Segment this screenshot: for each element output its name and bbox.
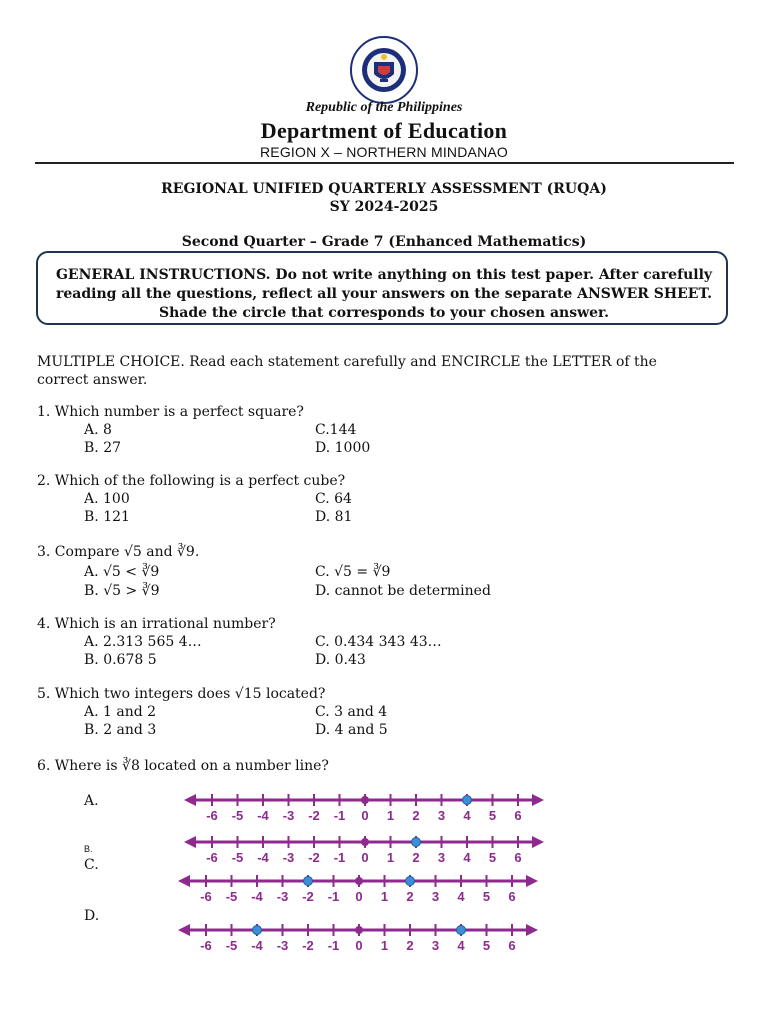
choice-b[interactable]: B. 27 <box>84 440 122 456</box>
tick-label: 4 <box>463 808 471 823</box>
choice-c[interactable]: C. √5 = ∛9 <box>315 564 391 580</box>
header-divider <box>35 162 734 164</box>
directions-line-1: MULTIPLE CHOICE. Read each statement carefully and ENCIRCLE the LETTER of the <box>37 354 657 370</box>
question-stem: 2. Which of the following is a perfect cube? <box>37 473 346 489</box>
tick-label: -6 <box>206 850 218 865</box>
plotted-point <box>457 926 466 935</box>
choice-c[interactable]: C. <box>84 857 99 873</box>
tick-label: -4 <box>257 850 269 865</box>
tick-label: 6 <box>508 938 516 953</box>
tick-label: 5 <box>482 889 491 904</box>
tick-label: 3 <box>437 850 446 865</box>
choice-b[interactable]: B. √5 > ∛9 <box>84 583 160 599</box>
plotted-point <box>253 926 262 935</box>
tick-label: -6 <box>200 889 212 904</box>
number-line-b[interactable] <box>182 830 548 866</box>
choice-d[interactable]: D. 4 and 5 <box>315 722 388 738</box>
origin-point <box>355 926 363 934</box>
tick-label: -2 <box>302 889 314 904</box>
tick-label: 4 <box>457 889 465 904</box>
choice-d[interactable]: D. 0.43 <box>315 652 366 668</box>
left-arrow <box>178 924 190 936</box>
tick-label: -4 <box>257 808 269 823</box>
tick-label: -3 <box>276 889 289 904</box>
right-arrow <box>526 875 538 887</box>
instructions-line-2: reading all the questions, reflect all your answers on the separate ANSWER SHEET. <box>56 286 712 302</box>
choice-c[interactable]: C. 64 <box>315 491 352 507</box>
school-year: SY 2024-2025 <box>329 199 439 215</box>
tick-label: -3 <box>282 850 295 865</box>
tick-label: -5 <box>225 889 238 904</box>
right-arrow <box>532 794 544 806</box>
tick-label: 1 <box>386 850 395 865</box>
choice-a[interactable]: A. 8 <box>84 422 112 438</box>
origin-point <box>361 838 369 846</box>
tick-label: 3 <box>431 889 440 904</box>
choice-a[interactable]: A. 2.313 565 4… <box>84 634 202 650</box>
left-arrow <box>178 875 190 887</box>
tick-label: -2 <box>308 808 320 823</box>
tick-label: 1 <box>380 889 389 904</box>
number-line-a[interactable] <box>182 788 548 824</box>
general-instructions <box>40 266 728 323</box>
tick-label: 5 <box>488 808 497 823</box>
tick-label: -3 <box>282 808 295 823</box>
choice-d[interactable]: D. <box>84 908 100 924</box>
republic-heading: Republic of the Philippines <box>305 100 463 115</box>
plotted-point <box>304 877 313 886</box>
tick-label: -5 <box>231 808 244 823</box>
tick-label: -1 <box>327 889 340 904</box>
choice-a[interactable]: A. 100 <box>84 491 130 507</box>
right-arrow <box>526 924 538 936</box>
tick-label: -6 <box>206 808 218 823</box>
tick-label: -5 <box>231 850 244 865</box>
tick-label: -1 <box>333 808 346 823</box>
choice-b[interactable]: B. 2 and 3 <box>84 722 157 738</box>
question-stem: 5. Which two integers does √15 located? <box>37 686 326 702</box>
plotted-point <box>463 796 472 805</box>
tick-label: 2 <box>412 850 420 865</box>
tick-label: 0 <box>355 889 363 904</box>
department-heading: Department of Education <box>260 118 508 143</box>
tick-label: 0 <box>361 808 369 823</box>
tick-label: -5 <box>225 938 238 953</box>
choice-b[interactable]: B. 121 <box>84 509 130 525</box>
plotted-point <box>406 877 415 886</box>
tick-label: 4 <box>463 850 471 865</box>
tick-label: 3 <box>431 938 440 953</box>
choice-d[interactable]: D. cannot be determined <box>315 583 491 599</box>
instructions-line-3: Shade the circle that corresponds to your chosen answer. <box>158 305 610 321</box>
region-heading: REGION X – NORTHERN MINDANAO <box>259 144 509 160</box>
choice-d[interactable]: D. 81 <box>315 509 353 525</box>
tick-label: -4 <box>251 889 263 904</box>
tick-label: 0 <box>355 938 363 953</box>
question-stem: 3. Compare √5 and ∛9. <box>37 544 200 560</box>
deped-seal <box>350 36 418 104</box>
choice-a[interactable]: A. <box>84 793 99 809</box>
tick-label: 0 <box>361 850 369 865</box>
tick-label: 4 <box>457 938 465 953</box>
question-stem: 1. Which number is a perfect square? <box>37 404 304 420</box>
question-stem: 4. Which is an irrational number? <box>37 616 276 632</box>
origin-point <box>355 877 363 885</box>
tick-label: -1 <box>327 938 340 953</box>
tick-label: 2 <box>406 938 414 953</box>
instructions-line-1: GENERAL INSTRUCTIONS. Do not write anything on this test paper. After carefully <box>55 267 713 283</box>
tick-label: 5 <box>488 850 497 865</box>
tick-label: 1 <box>386 808 395 823</box>
number-line-c[interactable] <box>176 869 542 905</box>
directions-line-2: correct answer. <box>37 372 148 388</box>
tick-label: 1 <box>380 938 389 953</box>
quarter-title: Second Quarter – Grade 7 (Enhanced Mathematics) <box>181 234 587 250</box>
origin-point <box>361 796 369 804</box>
number-line-d[interactable] <box>176 918 542 954</box>
tick-label: -1 <box>333 850 346 865</box>
tick-label: -2 <box>302 938 314 953</box>
plotted-point <box>412 838 421 847</box>
choice-d[interactable]: D. 1000 <box>315 440 371 456</box>
left-arrow <box>184 794 196 806</box>
right-arrow <box>532 836 544 848</box>
tick-label: 6 <box>508 889 516 904</box>
tick-label: -3 <box>276 938 289 953</box>
tick-label: -6 <box>200 938 212 953</box>
left-arrow <box>184 836 196 848</box>
tick-label: 3 <box>437 808 446 823</box>
choice-a[interactable]: A. √5 < ∛9 <box>84 564 160 580</box>
choice-c[interactable]: C. 3 and 4 <box>315 704 388 720</box>
tick-label: 2 <box>406 889 414 904</box>
tick-label: 5 <box>482 938 491 953</box>
assessment-title: REGIONAL UNIFIED QUARTERLY ASSESSMENT (RUQA) <box>161 181 607 197</box>
choice-c[interactable]: C. 0.434 343 43… <box>315 634 442 650</box>
choice-c[interactable]: C.144 <box>315 422 357 438</box>
choice-b[interactable]: B. <box>84 844 93 854</box>
choice-b[interactable]: B. 0.678 5 <box>84 652 157 668</box>
tick-label: 6 <box>514 808 522 823</box>
tick-label: 2 <box>412 808 420 823</box>
tick-label: 6 <box>514 850 522 865</box>
tick-label: -4 <box>251 938 263 953</box>
tick-label: -2 <box>308 850 320 865</box>
question-stem: 6. Where is ∛8 located on a number line? <box>37 758 329 774</box>
choice-a[interactable]: A. 1 and 2 <box>84 704 157 720</box>
